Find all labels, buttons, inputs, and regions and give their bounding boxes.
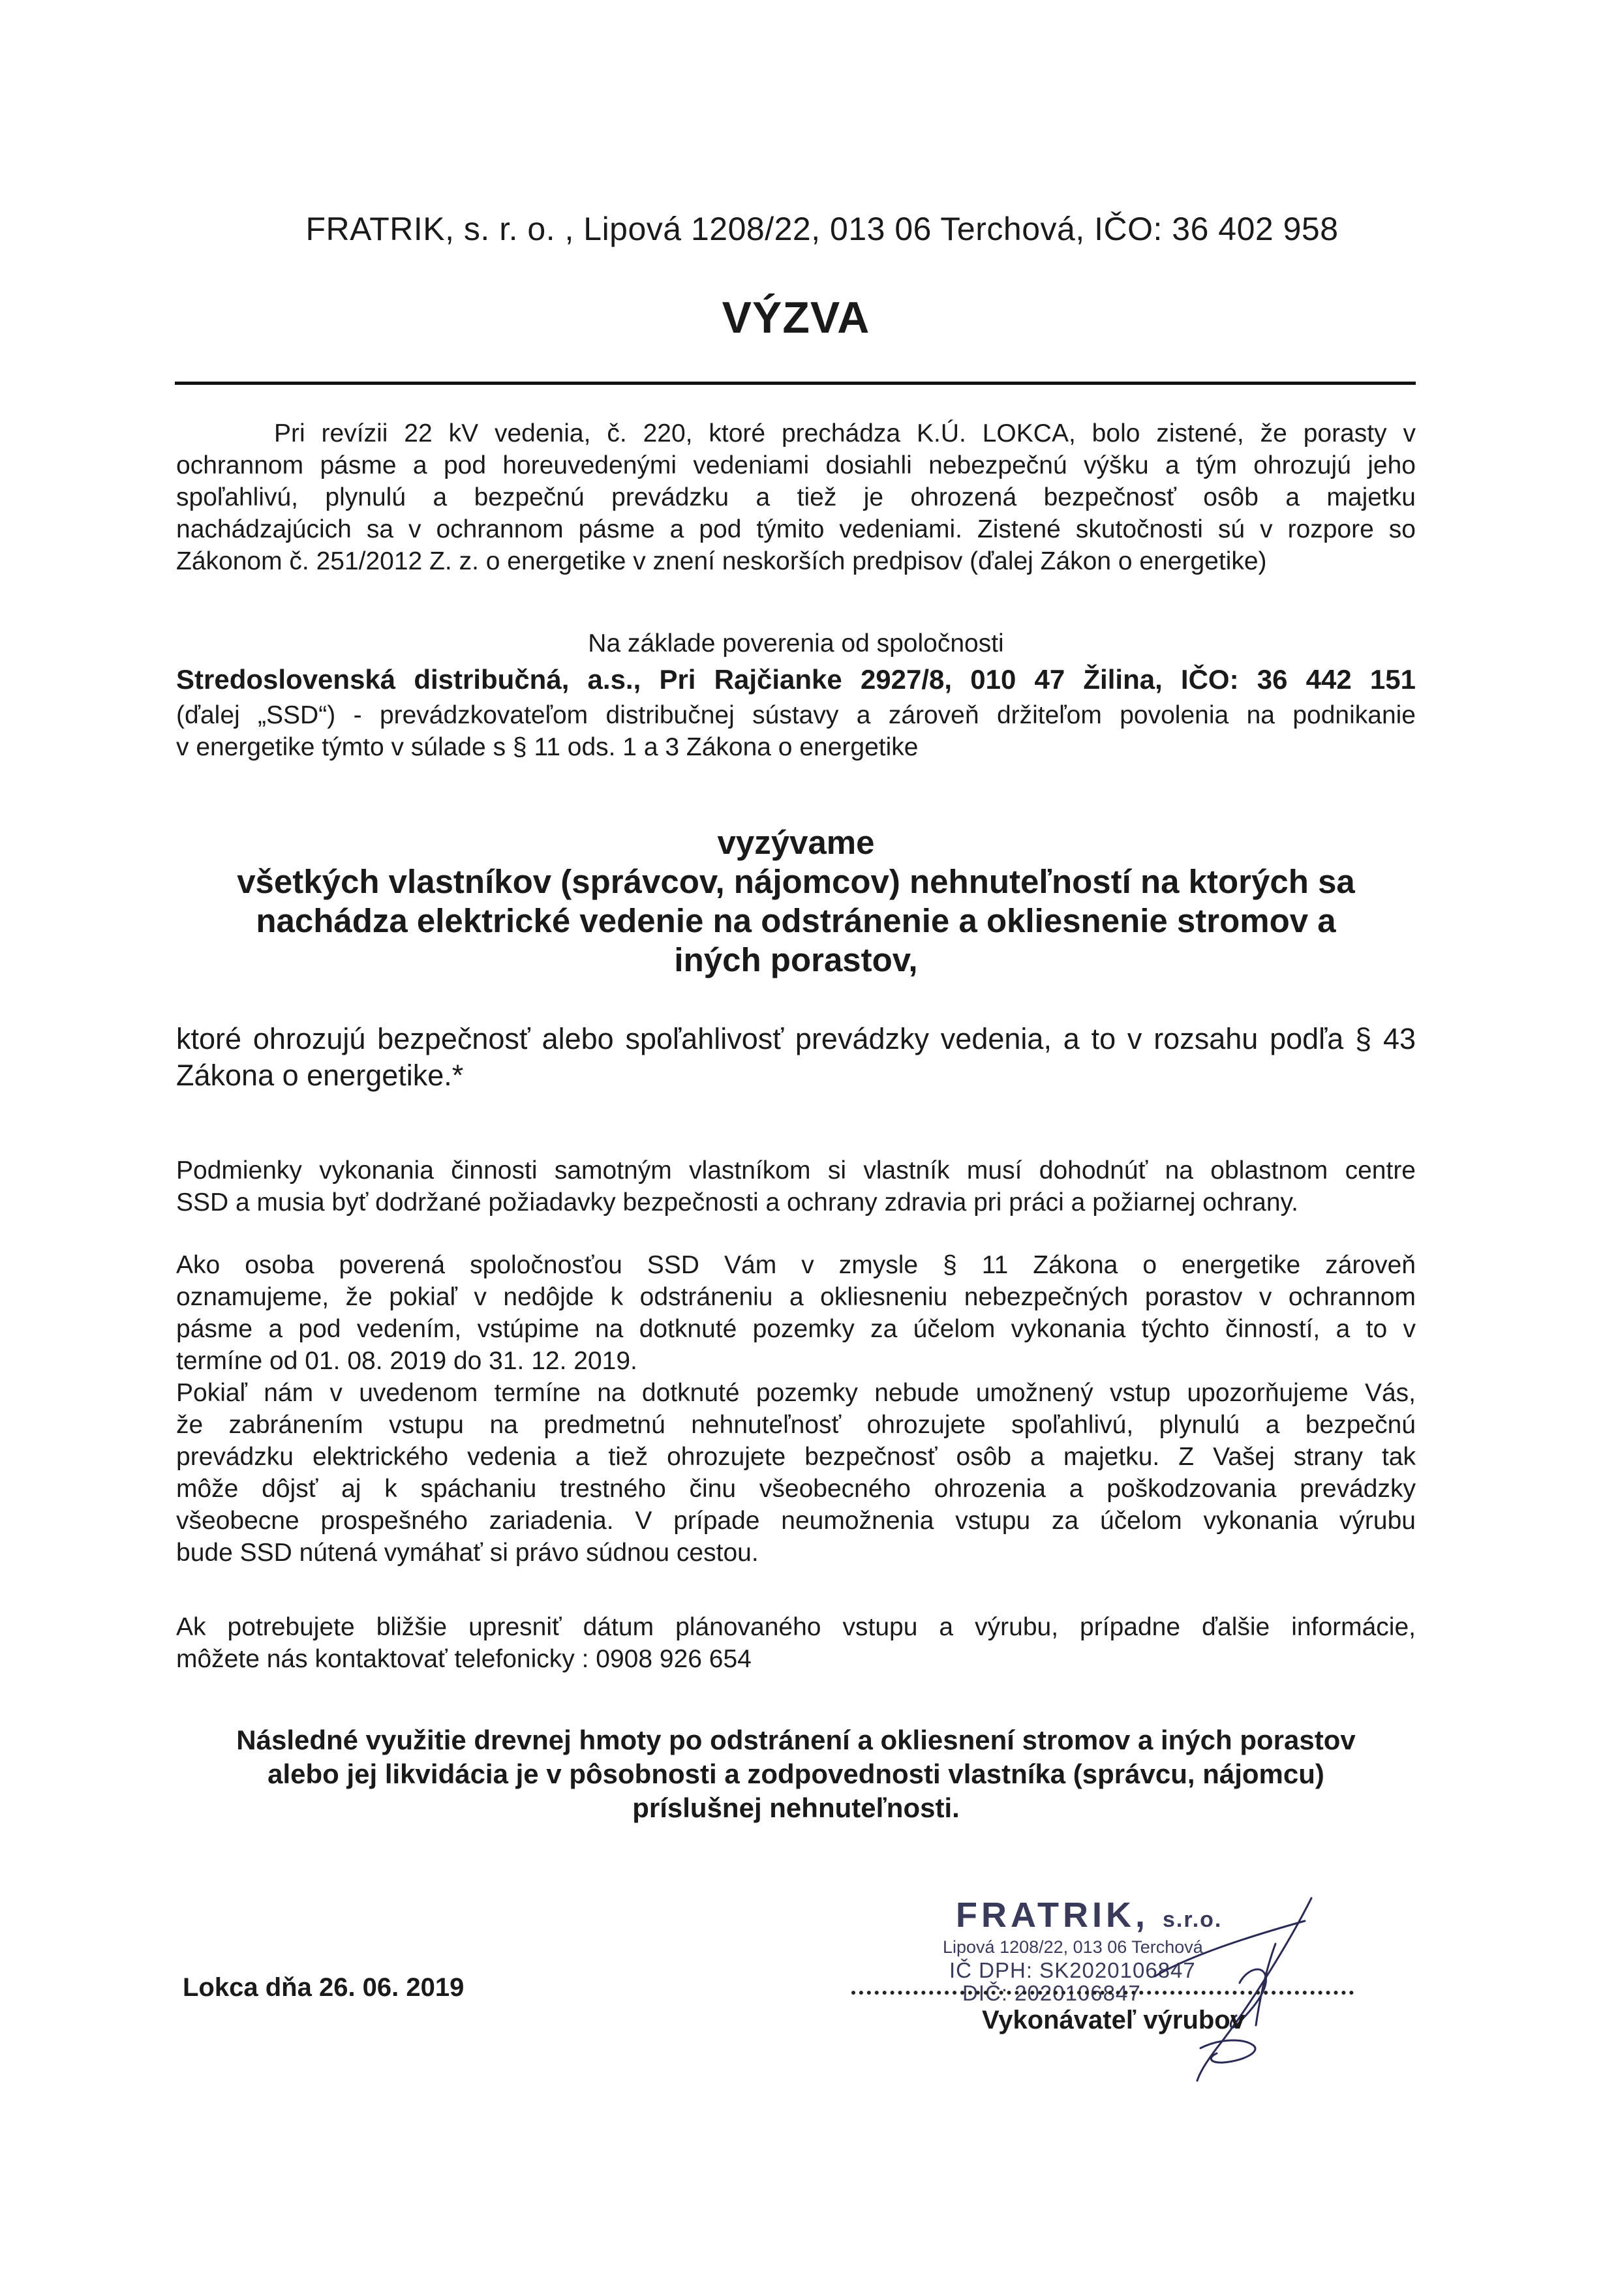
signature-line	[851, 1991, 1354, 1995]
stamp-dic: DIČ: 2020106847	[962, 1981, 1141, 2005]
final-note-line: alebo jej likvidácia je v pôsobnosti a zodpovednosti vlastníka (správcu, nájomcu)	[267, 1759, 1324, 1789]
notice-paragraph	[176, 1249, 1416, 1569]
contact-line: môžete nás kontaktovať telefonicky : 0908 926 654	[176, 1645, 752, 1673]
mandate-company: Stredoslovenská distribučná, a.s., Pri Rajčianke 2927/8, 010 47 Žilina, IČO: 36 442 151	[176, 664, 1416, 695]
notice-line: pásme a pod vedením, vstúpime na dotknuté pozemky za účelom vykonania týchto činností, a to v	[176, 1315, 1416, 1343]
appeal-line: iných porastov,	[674, 941, 918, 978]
signature-label: Vykonávateľ výrubov	[982, 2006, 1245, 2034]
scope-line: ktoré ohrozujú bezpečnosť alebo spoľahlivosť prevádzky vedenia, a to v rozsahu podľa § 43	[176, 1022, 1416, 1055]
stamp-suffix: s.r.o.	[1162, 1907, 1223, 1932]
mandate-intro: Na základe poverenia od spoločnosti	[588, 629, 1004, 657]
notice-line: môže dôjsť aj k spáchaniu trestného činu všeobecného ohrozenia a poškodzovania prevádzky	[176, 1475, 1416, 1503]
notice-line: všeobecne prospešného zariadenia. V prípade neumožnenia vstupu za účelom vykonania výrubu	[176, 1507, 1416, 1535]
appeal-block	[176, 823, 1416, 980]
appeal-line: nachádza elektrické vedenie na odstránenie a okliesnenie stromov a	[256, 902, 1336, 939]
intro-line: Pri revízii 22 kV vedenia, č. 220, ktoré prechádza K.Ú. LOKCA, bolo zistené, že porasty v	[274, 419, 1416, 447]
conditions-paragraph	[176, 1155, 1416, 1218]
intro-paragraph	[176, 417, 1416, 577]
mandate-paragraph	[176, 699, 1416, 763]
contact-paragraph	[176, 1611, 1416, 1675]
document-title: VÝZVA	[722, 293, 870, 342]
final-note	[176, 1723, 1416, 1825]
notice-line: Ako osoba poverená spoločnosťou SSD Vám v zmysle § 11 Zákona o energetike zároveň	[176, 1251, 1416, 1279]
intro-line: Zákonom č. 251/2012 Z. z. o energetike v znení neskorších predpisov (ďalej Zákon o energetike)	[176, 547, 1267, 575]
company-header: FRATRIK, s. r. o. , Lipová 1208/22, 013 06 Terchová, IČO: 36 402 958	[305, 211, 1339, 247]
intro-line: ochrannom pásme a pod horeuvedenými vedeniami dosiahli nebezpečnú výšku a tým ohrozujú jeho	[176, 451, 1416, 479]
conditions-line: SSD a musia byť dodržané požiadavky bezpečnosti a ochrany zdravia pri práci a požiarnej ochrany.	[176, 1188, 1298, 1216]
stamp-address: Lipová 1208/22, 013 06 Terchová	[943, 1937, 1203, 1957]
notice-line: bude SSD nútená vymáhať si právo súdnou cestou.	[176, 1539, 759, 1567]
final-note-line: príslušnej nehnuteľnosti.	[632, 1792, 960, 1823]
notice-line: termíne od 01. 08. 2019 do 31. 12. 2019.	[176, 1347, 637, 1375]
conditions-line: Podmienky vykonania činnosti samotným vlastníkom si vlastník musí dohodnúť na oblastnom centre	[176, 1156, 1416, 1185]
scope-line: Zákona o energetike.*	[176, 1059, 464, 1092]
contact-line: Ak potrebujete bližšie upresniť dátum plánovaného vstupu a výrubu, prípadne ďalšie informácie,	[176, 1613, 1416, 1641]
notice-line: že zabránením vstupu na predmetnú nehnuteľnosť ohrozujete spoľahlivú, plynulú a bezpečnú	[176, 1411, 1416, 1439]
intro-line: nachádzajúcich sa v ochrannom pásme a pod týmito vedeniami. Zistené skutočnosti sú v rozpore so	[176, 515, 1416, 543]
notice-line: oznamujeme, že pokiaľ v nedôjde k odstráneniu a okliesneniu nebezpečných porastov v ochrannom	[176, 1283, 1416, 1311]
appeal-line: vyzývame	[717, 824, 875, 861]
title-divider	[175, 382, 1416, 385]
place-date: Lokca dňa 26. 06. 2019	[183, 1973, 465, 2002]
scope-paragraph	[176, 1021, 1416, 1094]
mandate-line: (ďalej „SSD“) - prevádzkovateľom distribučnej sústavy a zároveň držiteľom povolenia na podnikanie	[176, 701, 1416, 729]
notice-line: prevádzku elektrického vedenia a tiež ohrozujete bezpečnosť osôb a majetku. Z Vašej strany tak	[176, 1443, 1416, 1471]
stamp-name-text: FRATRIK,	[956, 1896, 1149, 1935]
final-note-line: Následné využitie drevnej hmoty po odstránení a okliesnení stromov a iných porastov	[236, 1725, 1356, 1755]
intro-line: spoľahlivú, plynulú a bezpečnú prevádzku a tiež je ohrozená bezpečnosť osôb a majetku	[176, 483, 1416, 511]
appeal-line: všetkých vlastníkov (správcov, nájomcov) nehnuteľností na ktorých sa	[237, 863, 1355, 900]
stamp-ic-dph: IČ DPH: SK2020106847	[949, 1958, 1196, 1982]
notice-line: Pokiaľ nám v uvedenom termíne na dotknuté pozemky nebude umožnený vstup upozorňujeme Vás,	[176, 1379, 1416, 1407]
mandate-line: v energetike týmto v súlade s § 11 ods. 1 a 3 Zákona o energetike	[176, 733, 919, 761]
